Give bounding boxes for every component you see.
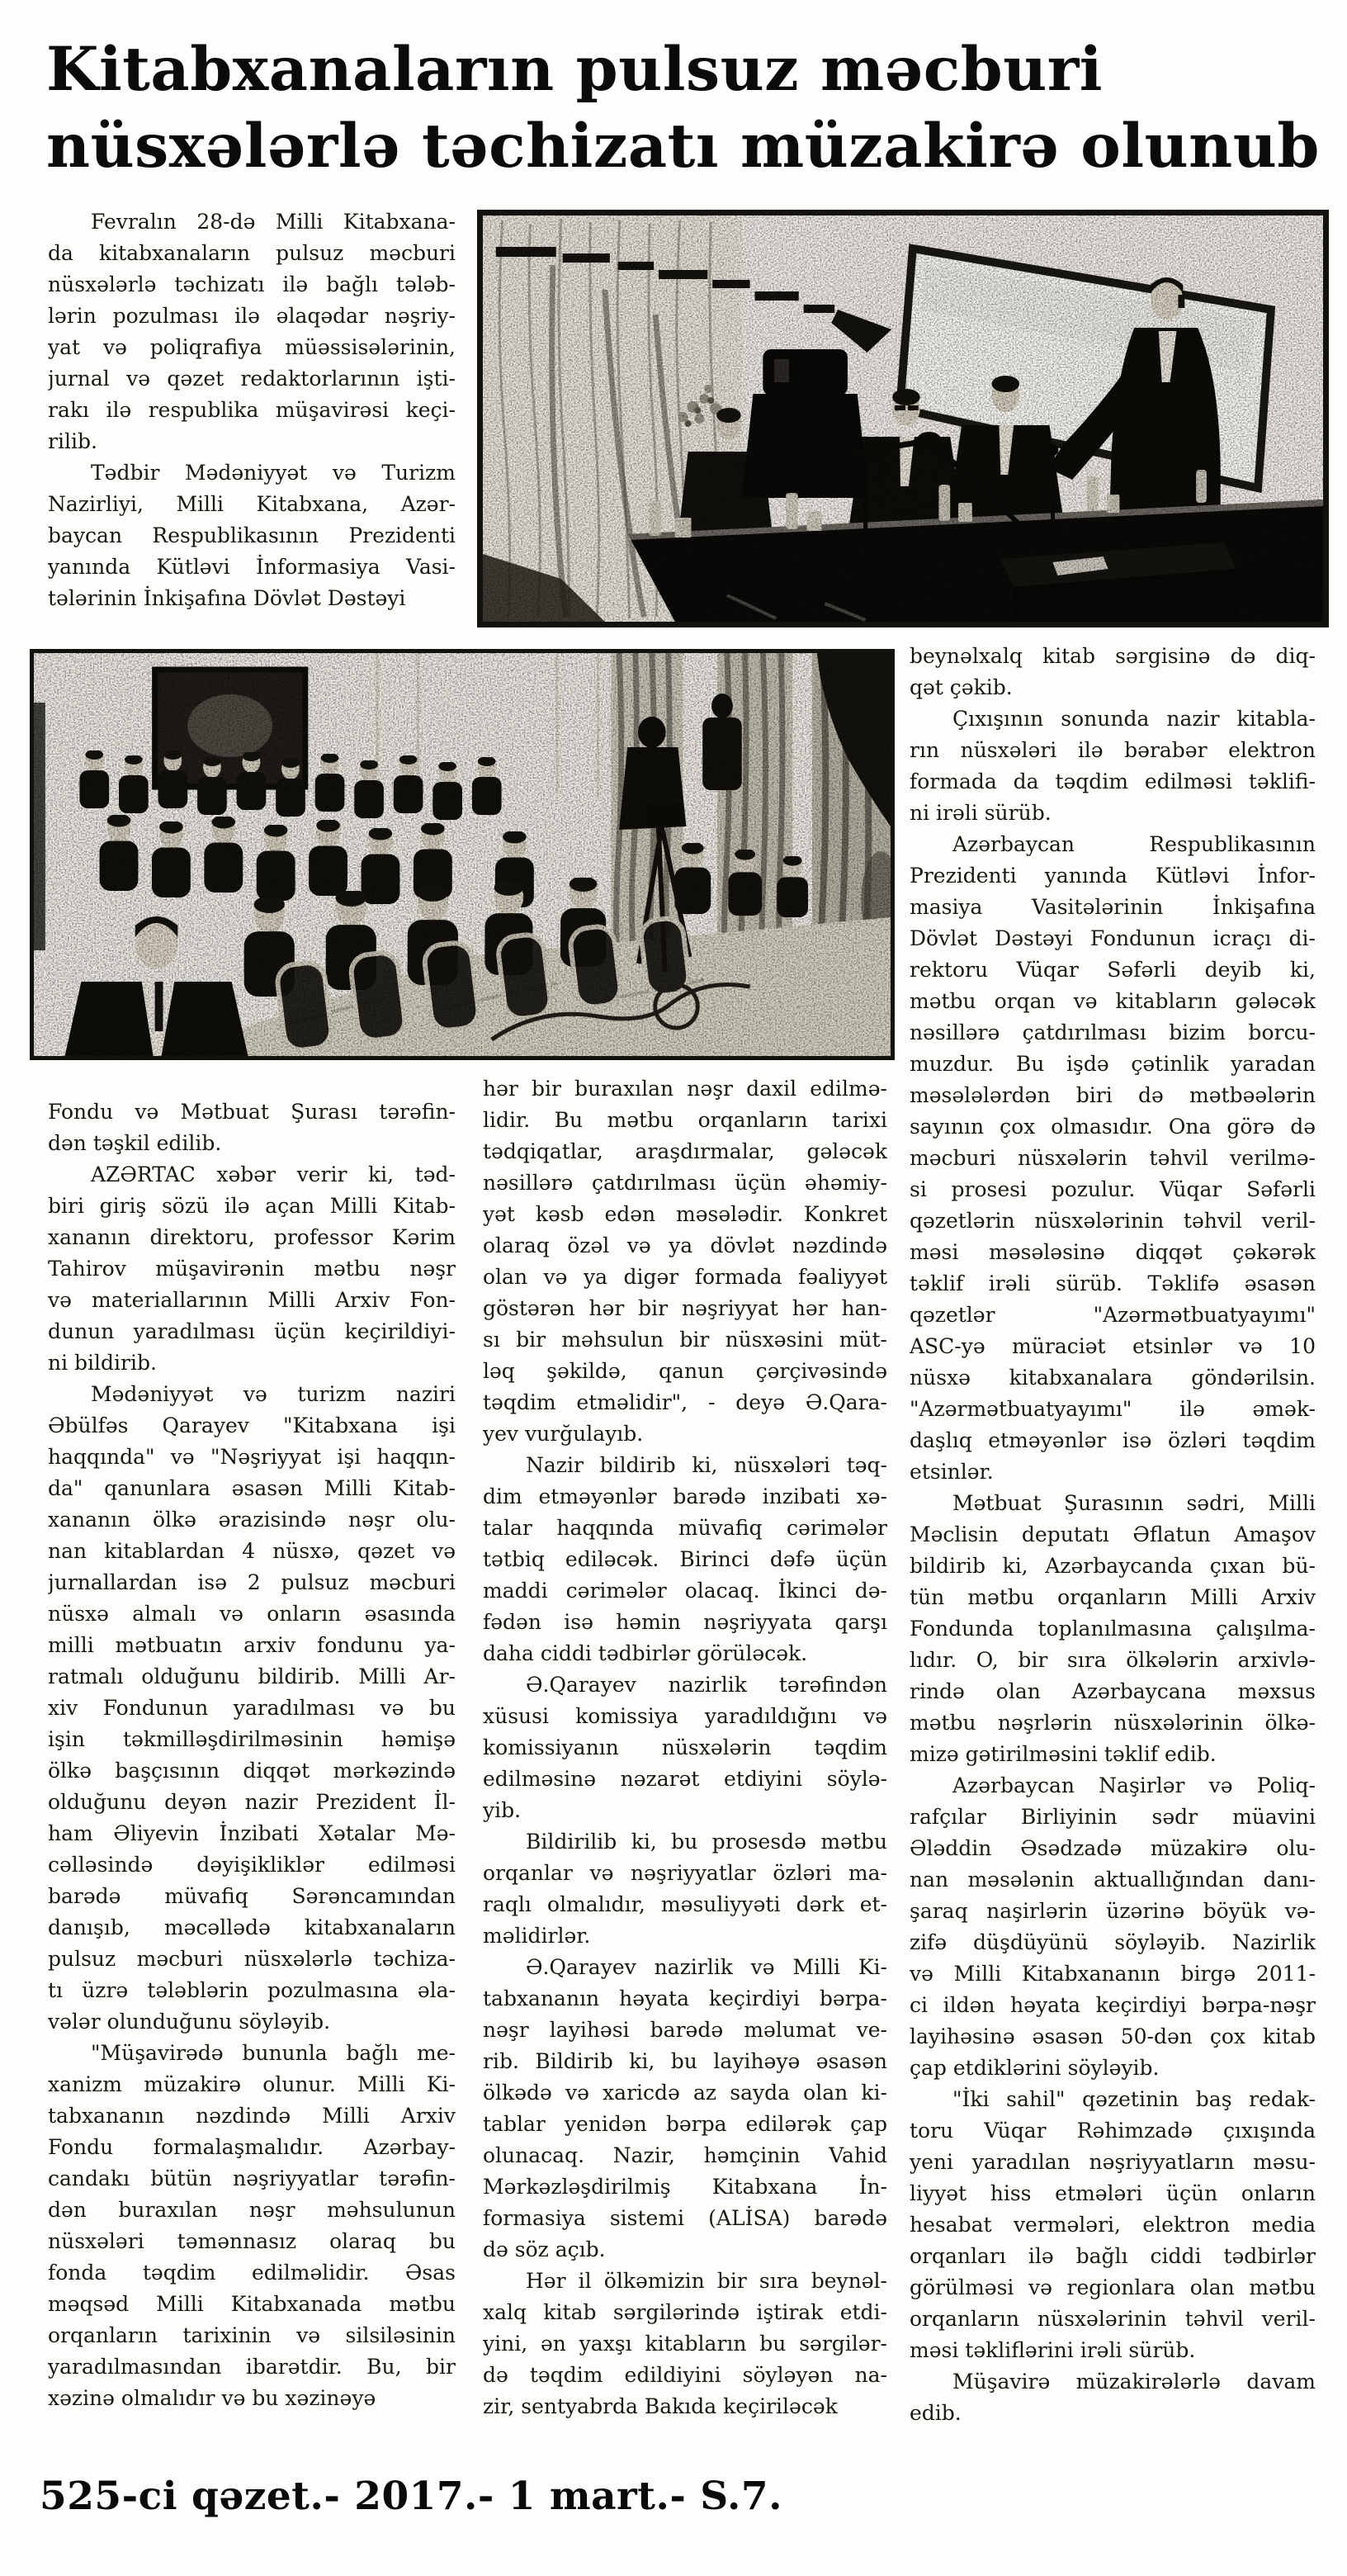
text-line: Nazirliyi, Milli Kitabxana, Azər- xyxy=(48,492,456,516)
text-line: nüsxə kitabxanalara göndərilsin. xyxy=(910,1366,1316,1390)
text-line: orqanlar və nəşriyyatlar özləri ma- xyxy=(483,1861,887,1885)
text-line: vələr olunduğunu söyləyib. xyxy=(48,2010,331,2034)
text-line: dim etməyənlər barədə inzibati xə- xyxy=(483,1485,887,1508)
text-line: bildirib ki, Azərbaycanda çıxan bü- xyxy=(910,1554,1316,1578)
text-line: tün mətbu orqanların Milli Arxiv xyxy=(910,1585,1316,1609)
text-line: nəsillərə çatdırılması bizim borcu- xyxy=(910,1020,1316,1044)
text-line: Ələddin Əsədzadə müzakirə olu- xyxy=(910,1836,1316,1860)
text-line: görülməsi və regionlara olan mətbu xyxy=(910,2275,1316,2299)
text-line: qəzetlər "Azərmətbuatyayımı" xyxy=(910,1303,1316,1327)
text-line: formasiya sistemi (ALİSA) barədə xyxy=(483,2206,887,2230)
text-line: candakı bütün nəşriyyatlar tərəfin- xyxy=(48,2166,456,2190)
text-line: da kitabxanaların pulsuz məcburi xyxy=(48,241,456,265)
text-line: məsi məsələsinə diqqət çəkərək xyxy=(910,1240,1316,1264)
text-line: ləq şəkildə, qanun çərçivəsində xyxy=(483,1359,887,1383)
text-line: ratmalı olduğunu bildirib. Milli Ar- xyxy=(48,1664,456,1688)
text-line: Fondu formalaşmalıdır. Azərbay- xyxy=(48,2135,456,2159)
paragraph xyxy=(910,703,1316,829)
text-line: işin təkmilləşdirilməsinin həmişə xyxy=(48,1727,456,1751)
text-line: jurnal və qəzet redaktorlarının işti- xyxy=(48,367,456,391)
text-line: Əbülfəs Qarayev "Kitabxana işi xyxy=(48,1413,456,1437)
text-line: cəlləsində dəyişikliklər edilməsi xyxy=(48,1853,456,1877)
text-line: təklif irəli sürüb. Təklifə əsasən xyxy=(910,1271,1316,1295)
text-line: xananın ölkə ərazisində nəşr olu- xyxy=(48,1508,456,1532)
text-line: Mərkəzləşdirilmiş Kitabxana İn- xyxy=(483,2175,887,2199)
text-line: orqanların nüsxələrinin təhvil veril- xyxy=(910,2307,1316,2331)
paragraph xyxy=(910,2084,1316,2366)
text-line: məcburi nüsxələrin təhvil verilmə- xyxy=(910,1146,1316,1170)
paragraph xyxy=(48,1159,456,1379)
headline-line-1: Kitabxanaların pulsuz məcburi xyxy=(46,34,1103,105)
text-line: orqanları ilə bağlı ciddi tədbirlər xyxy=(910,2244,1316,2268)
text-line: məlidirlər. xyxy=(483,1924,591,1948)
text-line: edilməsinə nəzarət etdiyini söylə- xyxy=(483,1767,887,1791)
text-line: "Azərmətbuatyayımı" ilə əmək- xyxy=(910,1397,1316,1421)
text-line: Mətbuat Şurasının sədri, Milli xyxy=(952,1491,1316,1515)
text-line: AZƏRTAC xəbər verir ki, təd- xyxy=(91,1163,456,1186)
text-line: zir, sentyabrda Bakıda keçiriləcək xyxy=(483,2394,838,2418)
text-line: lıdır. O, bir sıra ölkələrin arxivlə- xyxy=(910,1648,1316,1672)
text-line: qəzetlərin nüsxələrinin təhvil veril- xyxy=(910,1209,1316,1233)
text-line: masiya Vasitələrinin İnkişafına xyxy=(910,895,1316,919)
text-line: rın nüsxələri ilə bərabər elektron xyxy=(910,738,1316,762)
text-line: daha ciddi tədbirlər görüləcək. xyxy=(483,1641,808,1665)
text-line: rib. Bildirib ki, bu layihəyə əsasən xyxy=(483,2049,887,2073)
text-line: hər bir buraxılan nəşr daxil edilmə- xyxy=(483,1077,887,1101)
text-line: xəzinə olmalıdır və bu xəzinəyə xyxy=(48,2386,376,2410)
presidium-photo xyxy=(477,210,1329,627)
headline-line-2: nüsxələrlə təchizatı müzakirə olunub xyxy=(46,111,1320,182)
text-line: məsələlərdən biri də mətbəələrin xyxy=(910,1083,1316,1107)
text-line: toru Vüqar Rəhimzadə çıxışında xyxy=(910,2119,1316,2143)
text-line: jurnallardan isə 2 pulsuz məcburi xyxy=(48,1570,456,1594)
text-line: Fondunda toplanılmasına çalışılma- xyxy=(910,1617,1316,1641)
text-line: Nazir bildirib ki, nüsxələri təq- xyxy=(526,1453,887,1477)
text-line: olaraq özəl və ya dövlət nəzdində xyxy=(483,1234,887,1257)
text-line: və materiallarının Milli Arxiv Fon- xyxy=(48,1288,456,1312)
paragraph xyxy=(910,1770,1316,2084)
text-line: Fevralın 28-də Milli Kitabxana- xyxy=(91,210,456,234)
text-line: mizə gətirilməsini təklif edib. xyxy=(910,1742,1217,1766)
text-line: milli mətbuatın arxiv fondunu ya- xyxy=(48,1633,456,1657)
text-line: Azərbaycan Naşirlər və Poliq- xyxy=(952,1773,1316,1797)
text-line: xüsusi komissiya yaradıldığını və xyxy=(483,1704,887,1728)
text-line: tabxananın nəzdində Milli Arxiv xyxy=(48,2104,456,2128)
text-line: yat və poliqrafiya müəssisələrinin, xyxy=(48,335,456,359)
text-line: məsi təkliflərini irəli sürüb. xyxy=(910,2338,1196,2362)
text-line: formada da təqdim edilməsi təklifi- xyxy=(910,769,1316,793)
text-line: xanizm müzakirə olunur. Milli Ki- xyxy=(48,2072,456,2096)
paragraph xyxy=(910,1488,1316,1770)
text-line: si prosesi pozulur. Vüqar Səfərli xyxy=(910,1177,1316,1201)
paragraph xyxy=(48,2038,456,2414)
text-line: Müşavirə müzakirələrlə davam xyxy=(952,2370,1316,2394)
text-line: layihəsinə əsasən 50-dən çox kitab xyxy=(910,2024,1316,2048)
text-line: "Müşavirədə bununla bağlı me- xyxy=(91,2041,456,2065)
text-line: çap etdiklərini söyləyib. xyxy=(910,2056,1160,2080)
text-line: barədə müvafiq Sərəncamından xyxy=(48,1884,456,1908)
paragraph xyxy=(483,1450,887,1669)
text-line: yib. xyxy=(483,1798,522,1822)
text-line: ni bildirib. xyxy=(48,1351,157,1375)
column-middle xyxy=(483,1073,887,2422)
text-line: ASC-yə müraciət etsinlər və 10 xyxy=(910,1334,1316,1358)
text-line: rilib. xyxy=(48,429,97,453)
text-line: sı bir məhsulun bir nüsxəsini müt- xyxy=(483,1328,887,1352)
text-line: təqdim etməlidir", - deyə Ə.Qara- xyxy=(483,1390,887,1414)
text-line: rafçılar Birliyinin sədr müavini xyxy=(910,1805,1316,1829)
presidium-photo-illustration xyxy=(483,215,1323,622)
text-line: lidir. Bu mətbu orqanların tarixi xyxy=(483,1108,887,1132)
text-line: olan və ya digər formada fəaliyyət xyxy=(483,1265,887,1289)
text-line: yət kəsb edən məsələdir. Konkret xyxy=(483,1202,887,1226)
text-line: və Milli Kitabxananın birgə 2011- xyxy=(910,1962,1316,1986)
text-line: yev vurğulayıb. xyxy=(483,1422,644,1446)
text-line: qət çəkib. xyxy=(910,675,1013,699)
text-line: biri giriş sözü ilə açan Milli Kitab- xyxy=(48,1194,456,1218)
text-line: də təqdim edildiyini söyləyən na- xyxy=(483,2363,887,2387)
text-line: də söz açıb. xyxy=(483,2237,606,2261)
text-line: xiv Fondunun yaradılması və bu xyxy=(48,1696,456,1720)
text-line: mətbu nəşrlərin nüsxələrinin ölkə- xyxy=(910,1711,1316,1735)
text-line: göstərən hər bir nəşriyyat hər han- xyxy=(483,1296,887,1320)
text-line: liyyət hiss etmələri üçün onların xyxy=(910,2181,1316,2205)
text-line: xananın direktoru, professor Kərim xyxy=(48,1225,456,1249)
text-line: nəsillərə çatdırılması üçün əhəmiy- xyxy=(483,1171,887,1195)
text-line: yeni yaradılan nəşriyyatların məsu- xyxy=(910,2150,1316,2174)
text-line: Tədbir Mədəniyyət və Turizm xyxy=(91,461,456,485)
text-line: ölkə başçısının diqqət mərkəzində xyxy=(48,1759,456,1783)
text-line: Tahirov müşavirənin mətbu nəşr xyxy=(48,1257,456,1281)
text-line: beynəlxalq kitab sərgisinə də diq- xyxy=(910,644,1316,668)
audience-photo-illustration xyxy=(34,653,891,1056)
text-line: danışıb, məcəllədə kitabxanaların xyxy=(48,1915,456,1939)
column-right xyxy=(910,641,1316,2429)
text-line: haqqında" və "Nəşriyyat işi haqqın- xyxy=(48,1445,456,1469)
paragraph xyxy=(910,641,1316,703)
article-headline xyxy=(46,31,1334,185)
text-line: dunun yaradılması üçün keçirildiyi- xyxy=(48,1319,456,1343)
text-line: Mədəniyyət və turizm naziri xyxy=(91,1382,456,1406)
text-line: yaradılmasından ibarətdir. Bu, bir xyxy=(48,2355,456,2379)
text-line: dən təşkil edilib. xyxy=(48,1131,222,1155)
text-line: Fondu və Mətbuat Şurası tərəfin- xyxy=(48,1100,456,1124)
text-line: zifə düşdüyünü söyləyib. Nazirlik xyxy=(910,1930,1316,1954)
text-line: rakı ilə respublika müşavirəsi keçi- xyxy=(48,398,456,422)
column-left-bottom xyxy=(48,1096,456,2414)
text-line: etsinlər. xyxy=(910,1460,994,1484)
text-line: nan kitablardan 4 nüsxə, qəzet və xyxy=(48,1539,456,1563)
text-line: tələrinin İnkişafına Dövlət Dəstəyi xyxy=(48,586,406,610)
paragraph xyxy=(910,2366,1316,2429)
paragraph xyxy=(483,1826,887,1952)
text-line: sayının çox olmasıdır. Ona görə də xyxy=(910,1115,1316,1139)
text-line: orqanların tarixinin və silsiləsinin xyxy=(48,2323,456,2347)
text-line: Məclisin deputatı Əflatun Amaşov xyxy=(910,1522,1316,1546)
text-line: "İki sahil" qəzetinin baş redak- xyxy=(952,2087,1316,2111)
text-line: Dövlət Dəstəyi Fondunun icraçı di- xyxy=(910,926,1316,950)
text-line: tədqiqatlar, araşdırmalar, gələcək xyxy=(483,1139,887,1163)
text-line: ham Əliyevin İnzibati Xətalar Mə- xyxy=(48,1821,456,1845)
paragraph xyxy=(483,1952,887,2266)
text-line: da" qanunlara əsasən Milli Kitab- xyxy=(48,1476,456,1500)
paragraph xyxy=(910,829,1316,1488)
audience-photo xyxy=(30,649,895,1060)
text-line: yini, ən yaxşı kitabların bu sərgilər- xyxy=(483,2332,887,2356)
text-line: pulsuz məcburi nüsxələrlə təchiza- xyxy=(48,1947,456,1971)
text-line: fonda təqdim edilməlidir. Əsas xyxy=(48,2261,456,2285)
text-line: tı üzrə tələblərin pozulmasına əla- xyxy=(48,1978,456,2002)
paragraph xyxy=(48,1379,456,2038)
text-line: məqsəd Milli Kitabxanada mətbu xyxy=(48,2292,456,2316)
text-line: rində olan Azərbaycana məxsus xyxy=(910,1679,1316,1703)
text-line: nüsxə almalı və onların əsasında xyxy=(48,1602,456,1626)
text-line: tablar yenidən bərpa edilərək çap xyxy=(483,2112,887,2136)
text-line: komissiyanın nüsxələrin təqdim xyxy=(483,1735,887,1759)
text-line: talar haqqında müvafiq cərimələr xyxy=(483,1516,887,1540)
text-line: Ə.Qarayev nazirlik və Milli Ki- xyxy=(526,1955,887,1979)
text-line: dən buraxılan nəşr məhsulunun xyxy=(48,2198,456,2222)
text-line: olunacaq. Nazir, həmçinin Vahid xyxy=(483,2143,887,2167)
text-line: ci ildən həyata keçirdiyi bərpa-nəşr xyxy=(910,1993,1316,2017)
citation-line: 525-ci qəzet.- 2017.- 1 mart.- S.7. xyxy=(40,2474,782,2519)
paragraph xyxy=(48,1096,456,1159)
text-line: olduğunu deyən nazir Prezident İl- xyxy=(48,1790,456,1814)
text-line: nüsxələrlə təchizatı ilə bağlı tələb- xyxy=(48,272,456,296)
paragraph xyxy=(483,1669,887,1826)
text-line: fədən isə həmin nəşriyyata qarşı xyxy=(483,1610,887,1634)
text-line: edib. xyxy=(910,2401,962,2425)
column-left-top xyxy=(48,206,456,614)
text-line: nəşr layihəsi barədə məlumat ve- xyxy=(483,2018,887,2042)
text-line: tabxananın həyata keçirdiyi bərpa- xyxy=(483,1986,887,2010)
text-line: hesabat vermələri, elektron media xyxy=(910,2213,1316,2237)
text-line: lərin pozulması ilə əlaqədar nəşriy- xyxy=(48,304,456,328)
paragraph xyxy=(48,457,456,614)
text-line: yanında Kütləvi İnformasiya Vasi- xyxy=(48,555,456,579)
paragraph xyxy=(48,206,456,457)
text-line: raqlı olmalıdır, məsuliyyəti dərk et- xyxy=(483,1892,887,1916)
text-line: tətbiq ediləcək. Birinci dəfə üçün xyxy=(483,1547,887,1571)
text-line: muzdur. Bu işdə çətinlik yaradan xyxy=(910,1052,1316,1076)
text-line: maddi cərimələr olacaq. İkinci də- xyxy=(483,1579,887,1603)
text-line: Ə.Qarayev nazirlik tərəfindən xyxy=(526,1673,887,1697)
text-line: Hər il ölkəmizin bir sıra beynəl- xyxy=(526,2269,887,2293)
text-line: Çıxışının sonunda nazir kitabla- xyxy=(952,707,1316,731)
text-line: Azərbaycan Respublikasının xyxy=(952,832,1316,856)
text-line: Bildirilib ki, bu prosesdə mətbu xyxy=(526,1830,887,1854)
paragraph xyxy=(483,2266,887,2422)
text-line: daşlıq etməyənlər isə özləri təqdim xyxy=(910,1428,1316,1452)
text-line: baycan Respublikasının Prezidenti xyxy=(48,523,456,547)
text-line: nan məsələnin aktuallığından danı- xyxy=(910,1868,1316,1892)
text-line: ni irəli sürüb. xyxy=(910,801,1052,825)
paragraph xyxy=(483,1073,887,1450)
text-line: ölkədə və xaricdə az sayda olan ki- xyxy=(483,2081,887,2105)
text-line: xalq kitab sərgilərində iştirak etdi- xyxy=(483,2300,887,2324)
text-line: mətbu orqan və kitabların gələcək xyxy=(910,989,1316,1013)
text-line: nüsxələri təmənnasız olaraq bu xyxy=(48,2229,456,2253)
text-line: şaraq naşirlərin üzərinə böyük və- xyxy=(910,1899,1316,1923)
text-line: rektoru Vüqar Səfərli deyib ki, xyxy=(910,958,1316,982)
text-line: Prezidenti yanında Kütləvi İnfor- xyxy=(910,864,1316,888)
